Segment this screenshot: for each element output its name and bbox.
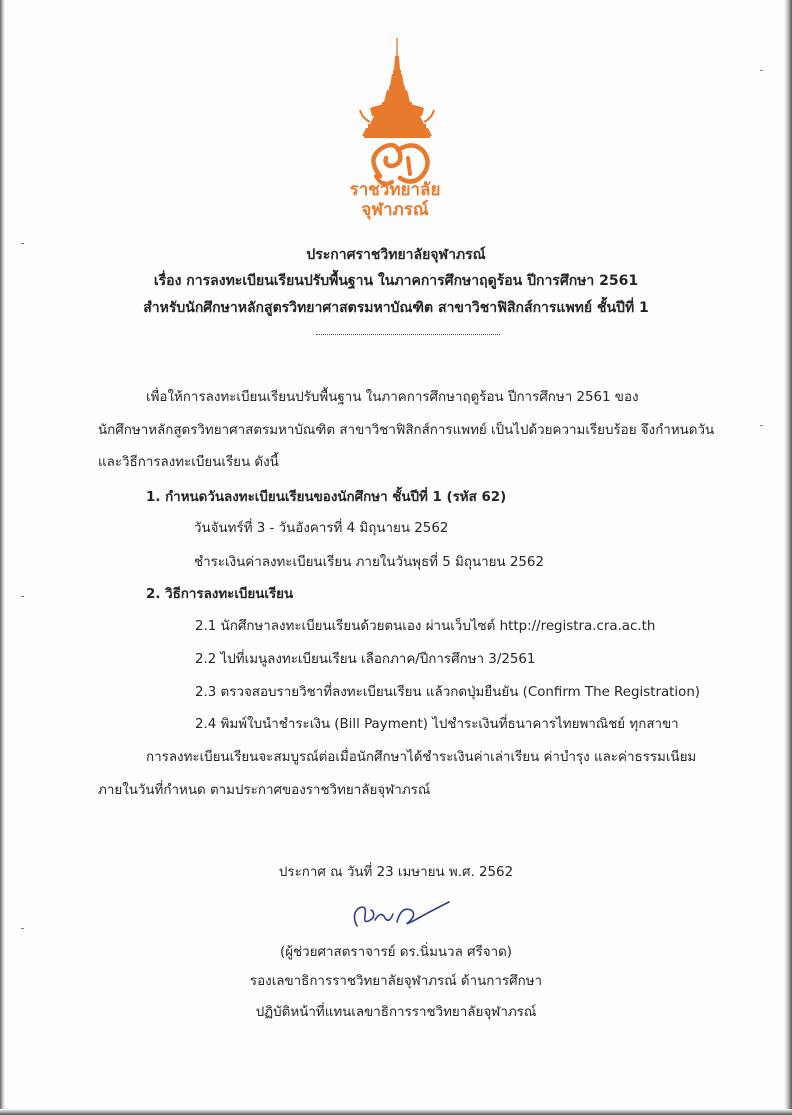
step-2-1: 2.1 นักศึกษาลงทะเบียนเรียนด้วยตนเอง ผ่านเว็บไซต์ http://registra.cra.ac.th — [195, 619, 656, 634]
scan-speck — [21, 928, 24, 929]
handwritten-signature-icon — [345, 896, 455, 934]
scan-edge-left — [0, 0, 5, 1115]
closing-line-2: ภายในวันที่กำหนด ตามประกาศของราชวิทยาลัยจุฬาภรณ์ — [98, 783, 431, 798]
intro-line-2: นักศึกษาหลักสูตรวิทยาศาสตรมหาบัณฑิต สาขาวิชาฟิสิกส์การแพทย์ เป็นไปด้วยความเรียบร้อย จึงกำหนดวัน — [98, 423, 715, 438]
announcement-subject: เรื่อง การลงทะเบียนเรียนปรับพื้นฐาน ในภาคการศึกษาฤดูร้อน ปีการศึกษา 2561 — [153, 273, 639, 289]
signer-acting-role: ปฏิบัติหน้าที่แทนเลขาธิการราชวิทยาลัยจุฬาภรณ์ — [255, 1005, 537, 1020]
section1-payment-due: ชำระเงินค่าลงทะเบียนเรียน ภายในวันพุธที่ 5 มิถุนายน 2562 — [194, 555, 544, 570]
section1-heading: 1. กำหนดวันลงทะเบียนเรียนของนักศึกษา ชั้นปีที่ 1 (รหัส 62) — [146, 490, 507, 505]
signer-title: รองเลขาธิการราชวิทยาลัยจุฬาภรณ์ ด้านการศึกษา — [249, 974, 543, 989]
section2-heading: 2. วิธีการลงทะเบียนเรียน — [146, 587, 294, 602]
scan-speck — [760, 425, 763, 426]
announcement-title: ประกาศราชวิทยาลัยจุฬาภรณ์ — [306, 247, 486, 263]
section1-date-range: วันจันทร์ที่ 3 - วันอังคารที่ 4 มิถุนายน 2562 — [194, 521, 449, 536]
intro-line-1: เพื่อให้การลงทะเบียนเรียนปรับพื้นฐาน ในภาคการศึกษาฤดูร้อน ปีการศึกษา 2561 ของ — [146, 390, 639, 405]
closing-line-1: การลงทะเบียนเรียนจะสมบูรณ์ต่อเมื่อนักศึกษาได้ชำระเงินค่าเล่าเรียน ค่าบำรุง และค่าธรรมเนียม — [146, 750, 697, 765]
institution-name-line2: จุฬาภรณ์ — [361, 200, 429, 220]
scan-speck — [21, 243, 24, 244]
announcement-audience: สำหรับนักศึกษาหลักสูตรวิทยาศาสตรมหาบัณฑิต สาขาวิชาฟิสิกส์การแพทย์ ชั้นปีที่ 1 — [143, 300, 649, 316]
intro-line-3: และวิธีการลงทะเบียนเรียน ดังนี้ — [98, 455, 279, 470]
scan-edge-bottom — [0, 1109, 792, 1115]
step-2-3: 2.3 ตรวจสอบรายวิชาที่ลงทะเบียนเรียน แล้วกดปุ่มยืนยัน (Confirm The Registration) — [195, 685, 701, 700]
institution-name-line1: ราชวิทยาลัย — [349, 180, 441, 200]
scan-speck — [21, 596, 24, 597]
step-2-2: 2.2 ไปที่เมนูลงทะเบียนเรียน เลือกภาค/ปีการศึกษา 3/2561 — [195, 652, 536, 667]
step-2-4: 2.4 พิมพ์ใบนำชำระเงิน (Bill Payment) ไปชำระเงินที่ธนาคารไทยพาณิชย์ ทุกสาขา — [195, 717, 679, 732]
signer-name: (ผู้ช่วยศาสตราจารย์ ดร.นิ่มนวล ศรีจาด) — [279, 945, 513, 960]
announced-date: ประกาศ ณ วันที่ 23 เมษายน พ.ศ. 2562 — [278, 865, 514, 880]
scan-edge-right — [784, 0, 792, 1115]
scan-speck — [760, 70, 763, 71]
dotted-divider — [316, 334, 500, 335]
